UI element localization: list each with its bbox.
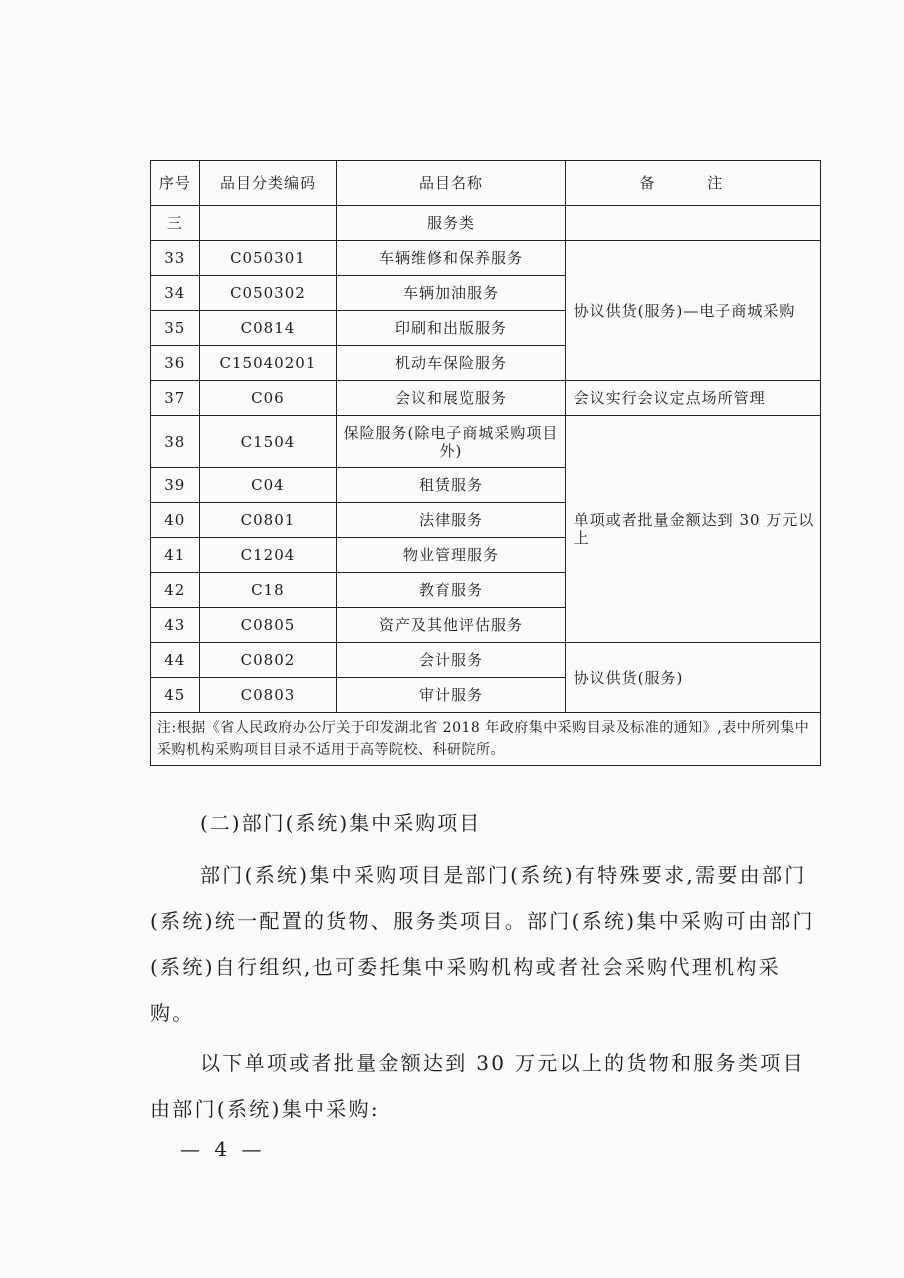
table-row — [151, 241, 821, 276]
row-name: 审计服务 — [337, 678, 565, 713]
row-no: 37 — [151, 381, 200, 416]
row-code: C050302 — [199, 276, 337, 311]
row-no: 39 — [151, 468, 200, 503]
category-no: 三 — [151, 206, 200, 241]
row-no: 43 — [151, 608, 200, 643]
row-code: C050301 — [199, 241, 337, 276]
category-row — [151, 206, 821, 241]
table-row — [151, 643, 821, 678]
table-note-row — [151, 713, 821, 766]
row-no: 41 — [151, 538, 200, 573]
row-code: C06 — [199, 381, 337, 416]
row-no: 38 — [151, 416, 200, 468]
remark-group-38-43: 单项或者批量金额达到 30 万元以上 — [565, 416, 820, 643]
category-remark-empty — [565, 206, 820, 241]
row-name: 会议和展览服务 — [337, 381, 565, 416]
row-name: 印刷和出版服务 — [337, 311, 565, 346]
row-name: 物业管理服务 — [337, 538, 565, 573]
row-code: C04 — [199, 468, 337, 503]
procurement-catalog-table — [150, 160, 821, 766]
row-name: 法律服务 — [337, 503, 565, 538]
table-note: 注:根据《省人民政府办公厅关于印发湖北省 2018 年政府集中采购目录及标准的通知》,表中所列集中采购机构采购项目目录不适用于高等院校、科研院所。 — [151, 713, 821, 766]
table-row — [151, 381, 821, 416]
category-code-empty — [199, 206, 337, 241]
remark-group-33-36: 协议供货(服务)—电子商城采购 — [565, 241, 820, 381]
row-name: 会计服务 — [337, 643, 565, 678]
row-code: C1504 — [199, 416, 337, 468]
row-code: C0802 — [199, 643, 337, 678]
header-name: 品目名称 — [337, 161, 565, 206]
row-code: C0814 — [199, 311, 337, 346]
row-code: C18 — [199, 573, 337, 608]
row-code: C15040201 — [199, 346, 337, 381]
row-name: 资产及其他评估服务 — [337, 608, 565, 643]
table-row — [151, 416, 821, 468]
row-name: 教育服务 — [337, 573, 565, 608]
page-number: — 4 — — [180, 1137, 266, 1161]
row-no: 45 — [151, 678, 200, 713]
row-no: 42 — [151, 573, 200, 608]
row-no: 40 — [151, 503, 200, 538]
section-paragraph-1: 部门(系统)集中采购项目是部门(系统)有特殊要求,需要由部门(系统)统一配置的货物、服务类项目。部门(系统)集中采购可由部门(系统)自行组织,也可委托集中采购机构或者社会采购代理机构采购。 — [150, 863, 815, 1025]
row-no: 35 — [151, 311, 200, 346]
row-no: 36 — [151, 346, 200, 381]
remark-group-44-45: 协议供货(服务) — [565, 643, 820, 713]
row-code: C0805 — [199, 608, 337, 643]
remark-row-37: 会议实行会议定点场所管理 — [565, 381, 820, 416]
section-heading: (二)部门(系统)集中采购项目 — [200, 811, 482, 835]
row-code: C1204 — [199, 538, 337, 573]
header-code: 品目分类编码 — [199, 161, 337, 206]
row-no: 33 — [151, 241, 200, 276]
row-code: C0803 — [199, 678, 337, 713]
header-remark: 备 注 — [565, 161, 820, 206]
row-name: 机动车保险服务 — [337, 346, 565, 381]
row-name: 车辆加油服务 — [337, 276, 565, 311]
row-name: 车辆维修和保养服务 — [337, 241, 565, 276]
header-no: 序号 — [151, 161, 200, 206]
row-name: 租赁服务 — [337, 468, 565, 503]
table-header-row — [151, 161, 821, 206]
category-name: 服务类 — [337, 206, 565, 241]
row-name: 保险服务(除电子商城采购项目外) — [337, 416, 565, 468]
row-no: 34 — [151, 276, 200, 311]
row-no: 44 — [151, 643, 200, 678]
section-paragraph-2: 以下单项或者批量金额达到 30 万元以上的货物和服务类项目由部门(系统)集中采购: — [150, 1051, 805, 1121]
row-code: C0801 — [199, 503, 337, 538]
